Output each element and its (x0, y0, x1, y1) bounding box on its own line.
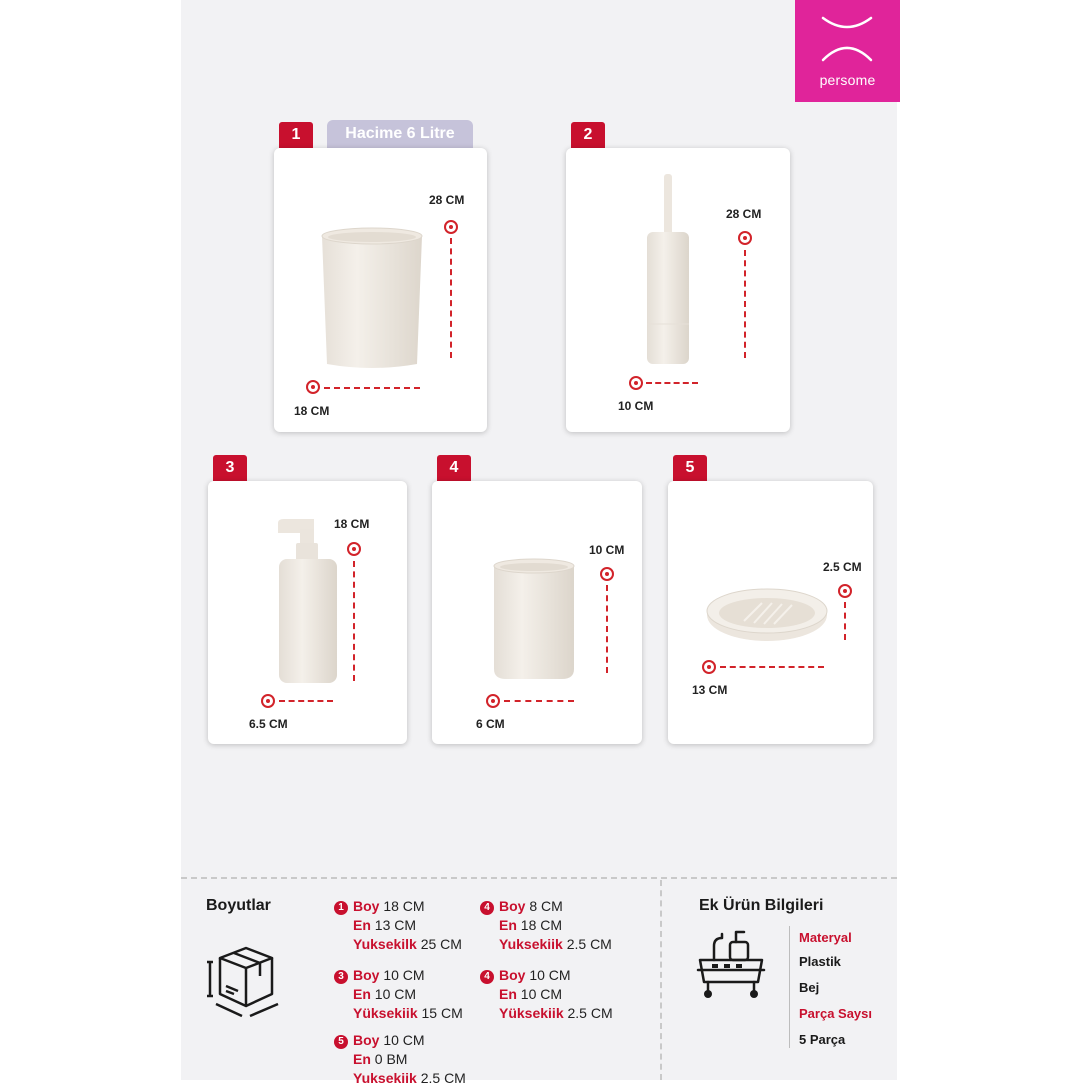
dimension-key: En (499, 986, 517, 1002)
dimension-number-badge: 3 (334, 970, 348, 984)
dimension-key: En (353, 986, 371, 1002)
section-divider (181, 877, 897, 879)
width-label: 18 CM (294, 404, 330, 418)
brand-mark-icon (817, 8, 877, 68)
height-label: 2.5 CM (823, 560, 862, 574)
dimension-key: Yuksekiik (353, 1070, 417, 1086)
dimension-value: 10 CM (529, 967, 571, 983)
width-dashed-line (504, 700, 574, 702)
product-card-4[interactable] (432, 481, 642, 744)
width-label: 10 CM (618, 399, 654, 413)
width-label: 13 CM (692, 683, 728, 697)
height-marker-icon (738, 231, 752, 245)
brand-name: persome (819, 72, 876, 88)
dimension-value: 13 CM (374, 917, 417, 933)
material-value: Plastik (799, 954, 841, 969)
dimension-key: En (353, 917, 371, 933)
dimension-key: Boy (353, 1032, 380, 1048)
dimension-value: 25 CM (420, 936, 462, 952)
dimension-value: 15 CM (421, 1005, 463, 1021)
product-number-badge: 5 (673, 455, 707, 481)
product-number-badge: 4 (437, 455, 471, 481)
color-value: Bej (799, 980, 820, 995)
dimension-key: Boy (499, 898, 526, 914)
dimension-value: 2.5 CM (420, 1070, 466, 1086)
width-marker-icon (306, 380, 320, 394)
volume-badge: Hacime 6 Litre (327, 120, 473, 148)
width-dashed-line (324, 387, 420, 389)
product-card-5[interactable] (668, 481, 873, 744)
pieces-label: Parça Saysı (799, 1006, 873, 1021)
product-card-3[interactable] (208, 481, 407, 744)
height-dashed-line (844, 602, 846, 640)
dimension-value: 2.5 CM (566, 936, 612, 952)
height-marker-icon (444, 220, 458, 234)
width-dashed-line (646, 382, 698, 384)
bathroom-cart-icon (694, 924, 768, 1000)
dimension-value: 18 CM (383, 898, 425, 914)
dimension-value: 8 CM (529, 898, 563, 914)
product-card-1[interactable] (274, 148, 487, 432)
dimension-value: 10 CM (383, 967, 425, 983)
material-label: Materyal (799, 930, 852, 945)
width-marker-icon (702, 660, 716, 674)
dimension-value: 0 BM (374, 1051, 408, 1067)
dimension-entry (480, 897, 612, 954)
height-label: 28 CM (429, 193, 465, 207)
product-card-2[interactable] (566, 148, 790, 432)
dimension-value: 10 CM (374, 986, 417, 1002)
toilet-brush-image (644, 174, 694, 366)
extra-info-title: Ek Ürün Bilgileri (699, 897, 824, 914)
height-marker-icon (838, 584, 852, 598)
dimension-entry (334, 1031, 466, 1088)
width-label: 6 CM (476, 717, 505, 731)
soap-dispenser-image (276, 519, 340, 685)
dimension-value: 10 CM (383, 1032, 425, 1048)
height-label: 28 CM (726, 207, 762, 221)
soap-dish-image (704, 585, 830, 645)
dimension-number-badge: 4 (480, 970, 494, 984)
height-marker-icon (347, 542, 361, 556)
package-box-icon (204, 940, 286, 1022)
dimension-key: En (499, 917, 517, 933)
dimension-key: En (353, 1051, 371, 1067)
product-number-badge: 2 (571, 122, 605, 148)
dimension-key: Yuksekilk (353, 936, 417, 952)
toothbrush-cup-image (492, 557, 576, 681)
width-marker-icon (629, 376, 643, 390)
trash-bin-image (320, 226, 424, 370)
dimension-number-badge: 1 (334, 901, 348, 915)
dimension-number-badge: 5 (334, 1035, 348, 1049)
width-dashed-line (720, 666, 824, 668)
dimension-entry (480, 966, 613, 1023)
brand-logo (795, 0, 900, 102)
width-label: 6.5 CM (249, 717, 288, 731)
height-label: 18 CM (334, 517, 370, 531)
height-dashed-line (606, 585, 608, 673)
dimensions-title: Boyutlar (206, 897, 271, 914)
height-dashed-line (353, 561, 355, 681)
height-dashed-line (744, 250, 746, 358)
width-marker-icon (486, 694, 500, 708)
dimension-number-badge: 4 (480, 901, 494, 915)
column-divider (660, 880, 662, 1080)
dimension-entry (334, 966, 463, 1023)
height-label: 10 CM (589, 543, 625, 557)
dimension-value: 2.5 CM (567, 1005, 613, 1021)
dimension-entry (334, 897, 462, 954)
dimension-key: Yuksekiik (499, 936, 563, 952)
dimension-key: Boy (353, 967, 380, 983)
width-dashed-line (279, 700, 333, 702)
dimension-value: 18 CM (520, 917, 563, 933)
pieces-value: 5 Parça (799, 1032, 846, 1047)
info-separator (789, 926, 790, 1048)
dimension-key: Yüksekiik (353, 1005, 418, 1021)
height-dashed-line (450, 238, 452, 358)
dimension-key: Boy (499, 967, 526, 983)
product-number-badge: 3 (213, 455, 247, 481)
dimension-value: 10 CM (520, 986, 563, 1002)
product-number-badge: 1 (279, 122, 313, 148)
dimension-key: Boy (353, 898, 380, 914)
dimension-key: Yüksekiik (499, 1005, 564, 1021)
height-marker-icon (600, 567, 614, 581)
width-marker-icon (261, 694, 275, 708)
